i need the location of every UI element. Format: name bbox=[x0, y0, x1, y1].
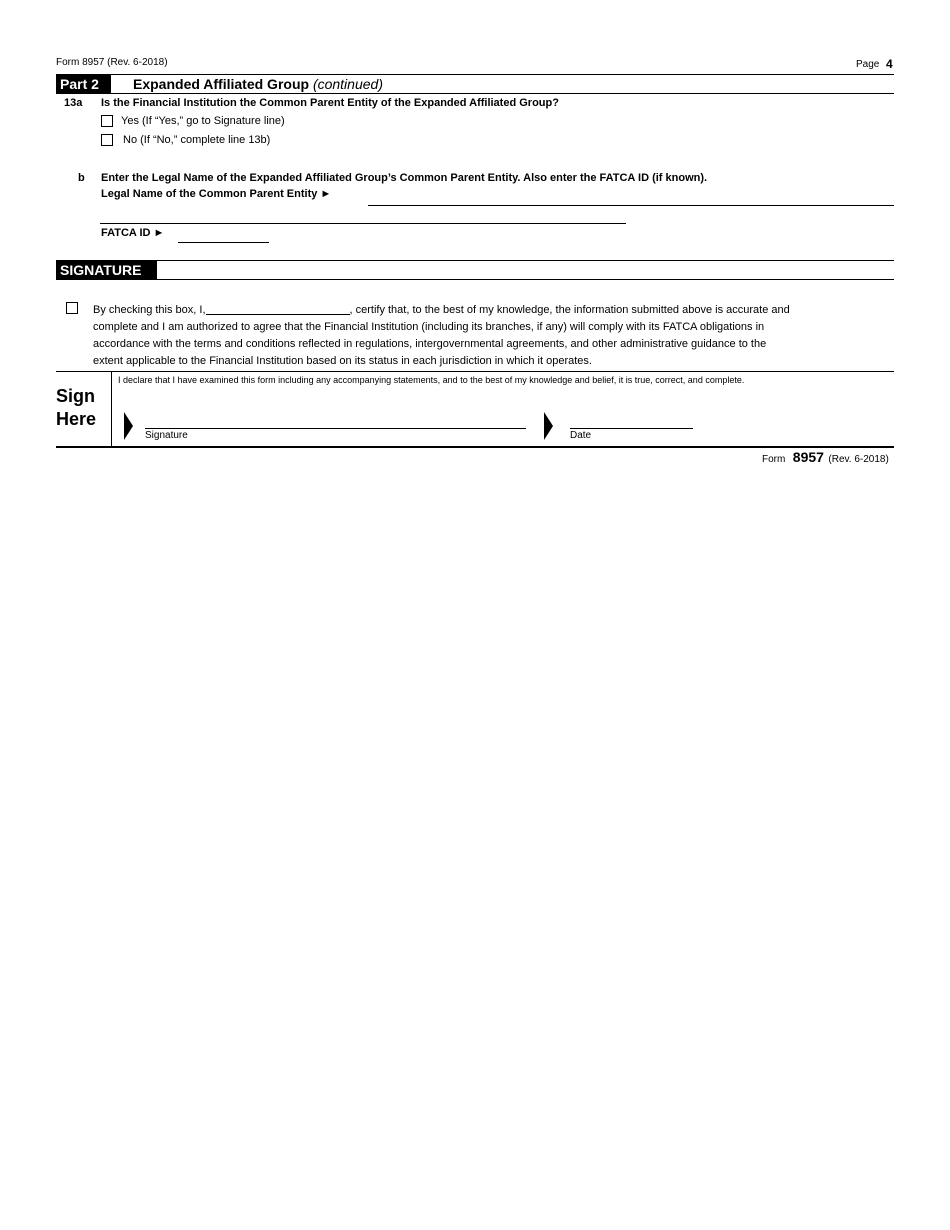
footer-rev: (Rev. 6-2018) bbox=[828, 454, 889, 465]
here-label: Here bbox=[56, 409, 97, 429]
line-13a-question: Is the Financial Institution the Common Parent Entity of the Expanded Affiliated Group? bbox=[101, 97, 559, 109]
cert-line4: extent applicable to the Financial Institution based on its status in each jurisdiction in which it operates. bbox=[93, 355, 592, 367]
fatca-id-input[interactable] bbox=[178, 228, 269, 243]
signature-bottom-rule bbox=[56, 279, 894, 280]
legal-name-label: Legal Name of the Common Parent Entity ► bbox=[101, 188, 332, 200]
cert-line2: complete and I am authorized to agree that the Financial Institution (including its branches, if any) will comply with its FATCA obligations in bbox=[93, 321, 765, 333]
signature-top-rule bbox=[56, 260, 894, 261]
part2-title: Expanded Affiliated Group bbox=[133, 76, 310, 92]
signature-section-title: SIGNATURE bbox=[56, 261, 157, 279]
sign-here-label bbox=[56, 385, 96, 431]
date-label: Date bbox=[570, 430, 592, 441]
certifier-name-input[interactable] bbox=[206, 302, 350, 315]
no-label: No (If “No,” complete line 13b) bbox=[123, 134, 271, 146]
footer-form-id bbox=[762, 449, 889, 467]
signature-label: Signature bbox=[145, 430, 188, 441]
sign-here-bottom-rule bbox=[56, 446, 894, 448]
part-header-bottom-rule bbox=[56, 93, 894, 94]
cert-line3: accordance with the terms and conditions reflected in regulations, intergovernmental agreements, and other administrative guidance to the bbox=[93, 338, 767, 350]
footer-form-word: Form bbox=[762, 454, 786, 465]
signature-arrow-icon bbox=[124, 412, 133, 440]
line-13b-instruction: Enter the Legal Name of the Expanded Affiliated Group’s Common Parent Entity. Also enter the FATCA ID (if known). bbox=[101, 172, 708, 184]
footer-form-number: 8957 bbox=[792, 449, 824, 465]
legal-name-input-continued[interactable] bbox=[100, 208, 626, 224]
sign-here-top-rule bbox=[56, 371, 894, 372]
line-13b-letter: b bbox=[78, 172, 85, 184]
certification-text bbox=[93, 302, 790, 370]
page-label: Page bbox=[856, 59, 880, 70]
legal-name-input[interactable] bbox=[368, 190, 894, 206]
sign-label: Sign bbox=[56, 386, 95, 406]
part2-title-suffix: (continued) bbox=[312, 76, 383, 92]
cert-prefix: By checking this box, I, bbox=[93, 304, 206, 316]
part2-tag: Part 2 bbox=[56, 75, 111, 93]
declaration-text: I declare that I have examined this form including any accompanying statements, and to the best of my knowledge and belief, it is true, correct, and complete. bbox=[118, 375, 745, 385]
yes-label: Yes (If “Yes,” go to Signature line) bbox=[121, 115, 285, 127]
certification-checkbox[interactable] bbox=[66, 302, 78, 314]
fatca-id-label: FATCA ID ► bbox=[101, 227, 165, 239]
cert-line1-rest: , certify that, to the best of my knowledge, the information submitted above is accurate and bbox=[349, 304, 790, 316]
no-checkbox[interactable] bbox=[101, 134, 113, 146]
form-revision-header: Form 8957 (Rev. 6-2018) bbox=[56, 57, 168, 68]
signature-input[interactable] bbox=[145, 415, 526, 429]
date-input[interactable] bbox=[570, 415, 693, 429]
sign-here-divider bbox=[111, 372, 112, 446]
yes-checkbox[interactable] bbox=[101, 115, 113, 127]
date-arrow-icon bbox=[544, 412, 553, 440]
line-13a-number: 13a bbox=[64, 97, 83, 109]
part2-title-group bbox=[133, 75, 383, 93]
page-number: 4 bbox=[886, 57, 893, 71]
